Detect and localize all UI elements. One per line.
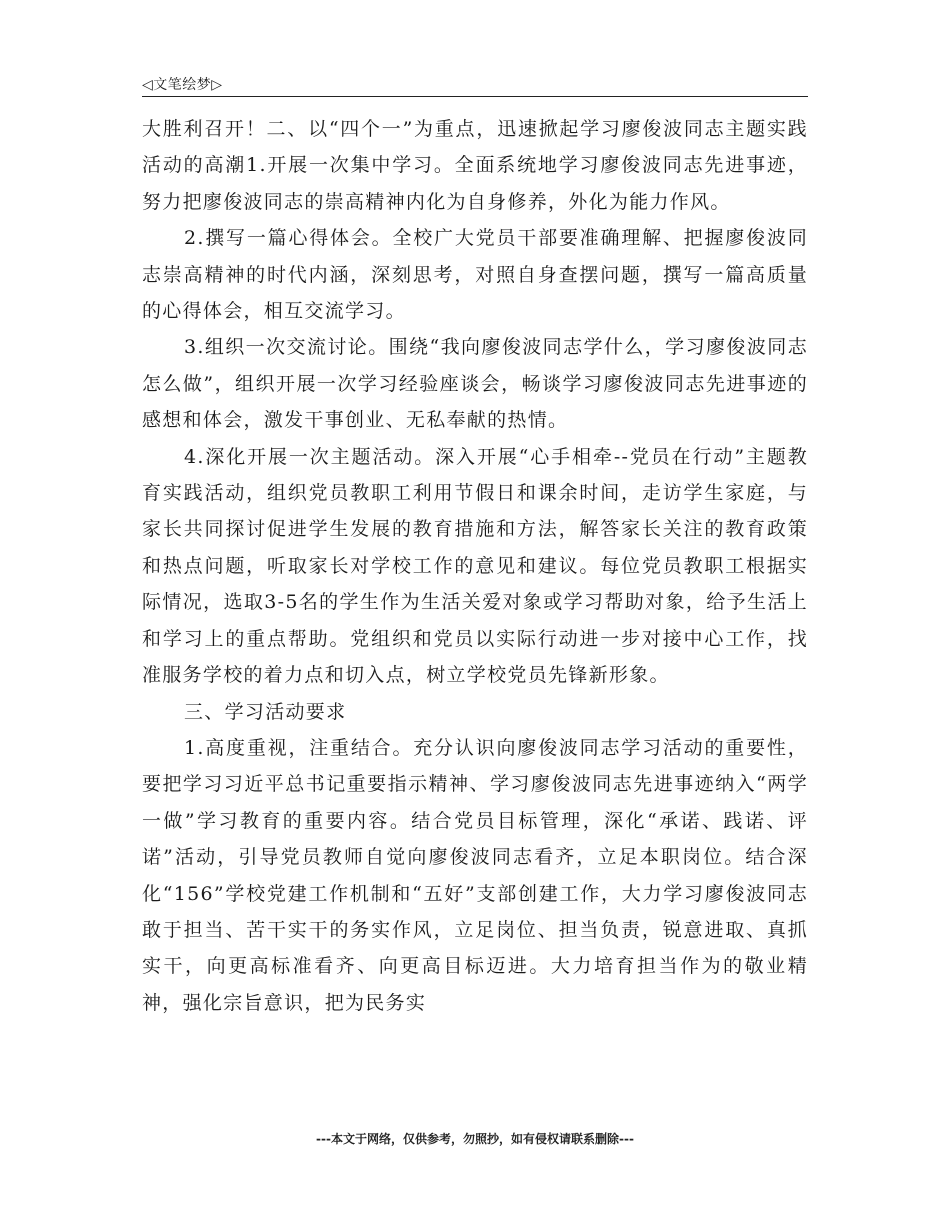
paragraph: 1.高度重视，注重结合。充分认识向廖俊波同志学习活动的重要性，要把学习习近平总书记重要指示精神、学习廖俊波同志先进事迹纳入“两学一做”学习教育的重要内容。结合党员目标管理，深化“承诺、践诺、评诺”活动，引导党员教师自觉向廖俊波同志看齐，立足本职岗位。结合深化“156”学校党建工作机制和“五好”支部创建工作，大力学习廖俊波同志敢于担当、苦干实干的务实作风，立足岗位、担当负责，锐意进取、真抓实干，向更高标准看齐、向更高目标迈进。大力培育担当作为的敬业精神，强化宗旨意识，把为民务实 — [142, 736, 808, 1014]
paragraph: 3.组织一次交流讨论。围绕“我向廖俊波同志学什么，学习廖俊波同志怎么做”，组织开展一次学习经验座谈会，畅谈学习廖俊波同志先进事迹的感想和体会，激发干事创业、无私奉献的热情。 — [142, 336, 808, 432]
page-header — [142, 70, 808, 97]
paragraph: 4.深化开展一次主题活动。深入开展“心手相牵--党员在行动”主题教育实践活动，组织党员教职工利用节假日和课余时间，走访学生家庭，与家长共同探讨促进学生发展的教育措施和方法，解答家长关注的教育政策和热点问题，听取家长对学校工作的意见和建议。每位党员教职工根据实际情况，选取3-5名的学生作为生活关爱对象或学习帮助对象，给予生活上和学习上的重点帮助。党组织和党员以实际行动进一步对接中心工作，找准服务学校的着力点和切入点，树立学校党员先锋新形象。 — [142, 445, 808, 687]
paragraph: 2.撰写一篇心得体会。全校广大党员干部要准确理解、把握廖俊波同志崇高精神的时代内涵，深刻思考，对照自身查摆问题，撰写一篇高质量的心得体会，相互交流学习。 — [142, 227, 808, 323]
paragraph: 大胜利召开！二、以“四个一”为重点，迅速掀起学习廖俊波同志主题实践活动的高潮1.开展一次集中学习。全面系统地学习廖俊波同志先进事迹，努力把廖俊波同志的崇高精神内化为自身修养，外化为能力作风。 — [142, 118, 808, 213]
document-body — [142, 111, 808, 1021]
page-footer-disclaimer: ---本文于网络，仅供参考，勿照抄，如有侵权请联系删除--- — [316, 1132, 634, 1146]
section-heading: 三、学习活动要求 — [184, 700, 347, 723]
header-brand-text: ◁文笔绘梦▷ — [142, 77, 223, 93]
